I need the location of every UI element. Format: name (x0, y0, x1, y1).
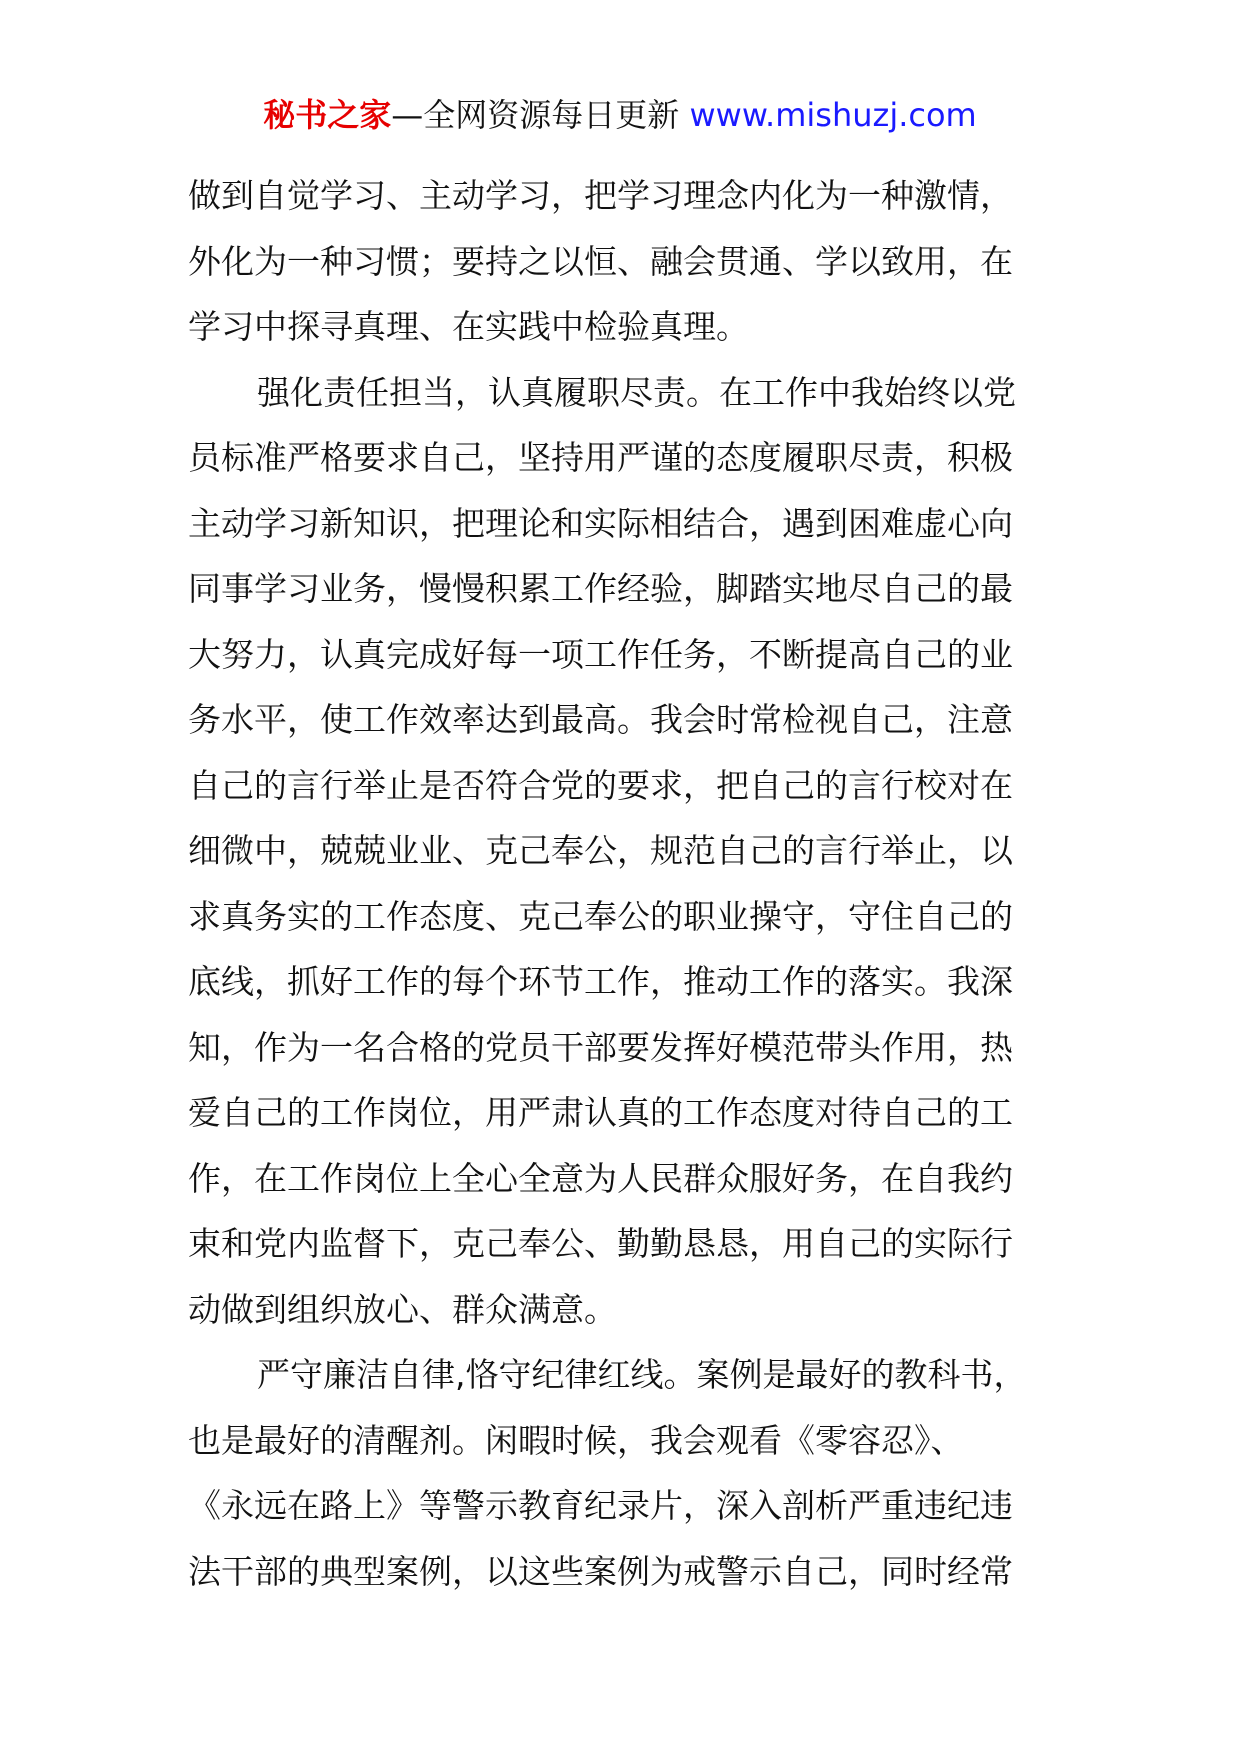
document-body (188, 163, 1078, 1604)
header-tagline: —全网资源每日更新 (391, 96, 680, 134)
text-line: 做到自觉学习、主动学习，把学习理念内化为一种激情， (188, 176, 1013, 215)
text-line: 务水平，使工作效率达到最高。我会时常检视自己，注意 (188, 700, 1013, 739)
text-line: 同事学习业务，慢慢积累工作经验，脚踏实地尽自己的最 (188, 569, 1013, 608)
text-line: 知，作为一名合格的党员干部要发挥好模范带头作用，热 (188, 1027, 1013, 1067)
text-line: 自己的言行举止是否符合党的要求，把自己的言行校对在 (188, 765, 1013, 805)
text-line: 作，在工作岗位上全心全意为人民群众服好务，在自我约 (188, 1158, 1013, 1198)
text-line: 《永远在路上》等警示教育纪录片，深入剖析严重违纪违 (188, 1486, 1013, 1525)
site-header (0, 90, 1240, 140)
brand-name: 秘书之家 (263, 96, 392, 134)
paragraph-heading-line: 严守廉洁自律,恪守纪律红线。案例是最好的教科书， (257, 1355, 1027, 1394)
text-line: 外化为一种习惯；要持之以恒、融会贯通、学以致用，在 (188, 241, 1013, 281)
text-line: 爱自己的工作岗位，用严肃认真的工作态度对待自己的工 (188, 1093, 1013, 1132)
text-line: 员标准严格要求自己，坚持用严谨的态度履职尽责，积极 (188, 438, 1013, 477)
text-line: 细微中，兢兢业业、克己奉公，规范自己的言行举止，以 (188, 831, 1013, 870)
paragraph-heading-line: 强化责任担当，认真履职尽责。在工作中我始终以党 (257, 372, 1016, 412)
text-line: 大努力，认真完成好每一项工作任务，不断提高自己的业 (188, 634, 1013, 674)
text-line: 求真务实的工作态度、克己奉公的职业操守，守住自己的 (188, 896, 1013, 936)
text-line: 束和党内监督下，克己奉公、勤勤恳恳，用自己的实际行 (188, 1224, 1013, 1263)
text-line: 动做到组织放心、群众满意。 (188, 1289, 617, 1329)
text-line: 法干部的典型案例，以这些案例为戒警示自己，同时经常 (188, 1551, 1013, 1591)
text-line: 底线，抓好工作的每个环节工作，推动工作的落实。我深 (188, 962, 1013, 1001)
text-line: 主动学习新知识，把理论和实际相结合，遇到困难虚心向 (188, 503, 1013, 543)
site-url-link[interactable]: www.mishuzj.com (689, 96, 977, 134)
text-line: 也是最好的清醒剂。闲暇时候，我会观看《零容忍》、 (188, 1420, 964, 1460)
text-line: 学习中探寻真理、在实践中检验真理。 (188, 307, 749, 346)
